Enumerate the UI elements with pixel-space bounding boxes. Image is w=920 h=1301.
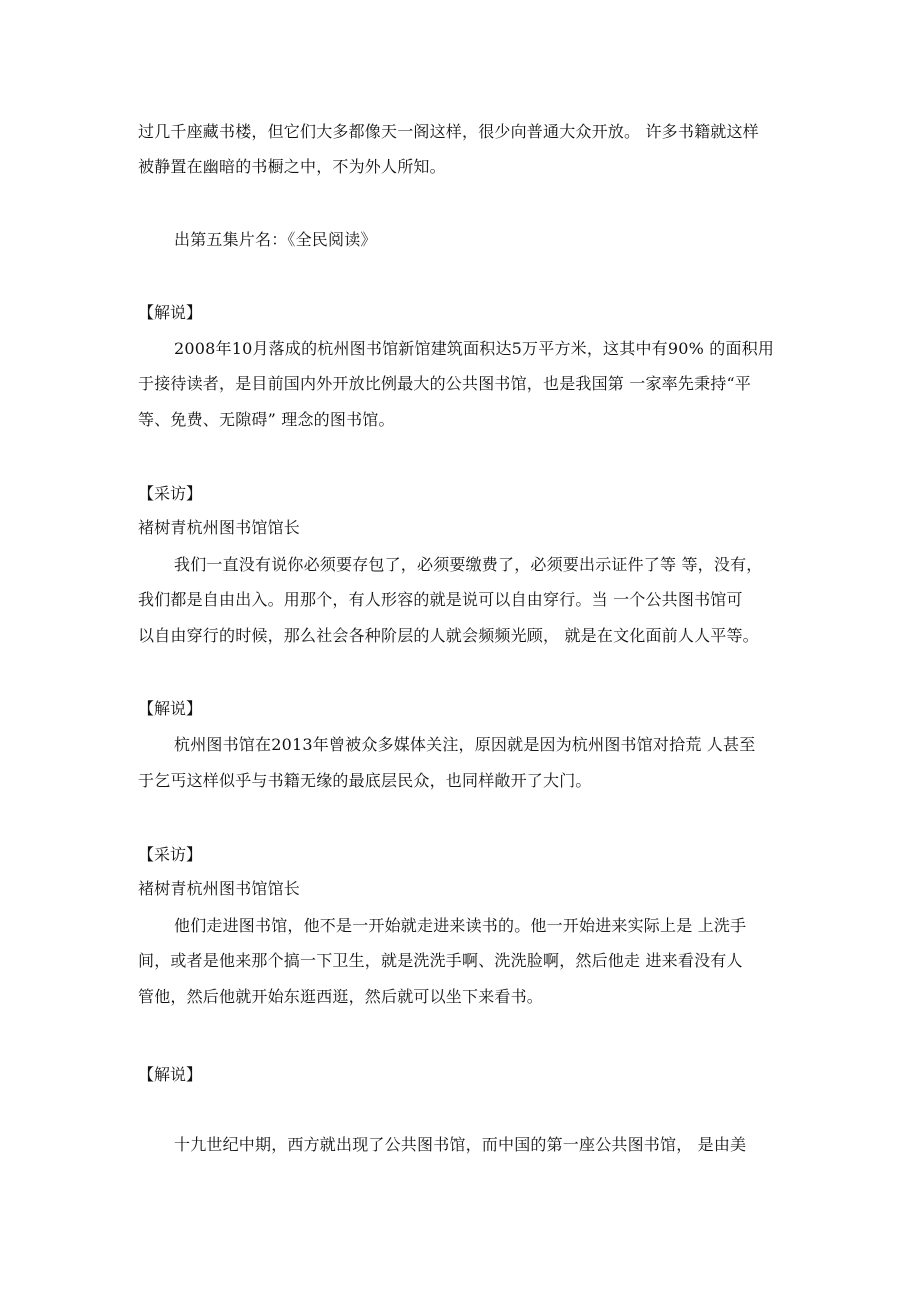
- section-label: 【采访】: [138, 845, 203, 864]
- speaker-name: 褚树青杭州图书馆馆长: [138, 518, 301, 537]
- paragraph-line: 过几千座藏书楼，但它们大多都像天一阁这样，很少向普通大众开放。 许多书籍就这样: [138, 122, 759, 141]
- section-label: 【解说】: [138, 699, 203, 718]
- paragraph-line: 间，或者是他来那个搞一下卫生，就是洗洗手啊、洗洗脸啊，然后他走 进来看没有人: [138, 951, 743, 970]
- paragraph-line: 他们走进图书馆，他不是一开始就走进来读书的。他一开始进来实际上是 上洗手: [174, 916, 747, 935]
- paragraph-line: 我们一直没有说你必须要存包了，必须要缴费了，必须要出示证件了等 等，没有，: [174, 555, 763, 574]
- speaker-name: 褚树青杭州图书馆馆长: [138, 879, 301, 898]
- paragraph-line: 被静置在幽暗的书橱之中，不为外人所知。: [138, 157, 446, 176]
- paragraph-line: 十九世纪中期，西方就出现了公共图书馆，而中国的第一座公共图书馆， 是由美: [174, 1135, 747, 1154]
- paragraph-line: 2008年10月落成的杭州图书馆新馆建筑面积达5万平方米，这其中有90% 的面积用: [174, 339, 775, 358]
- section-label: 【采访】: [138, 484, 203, 503]
- paragraph-line: 于接待读者，是目前国内外开放比例最大的公共图书馆，也是我国第 一家率先秉持“平: [138, 374, 752, 393]
- paragraph-line: 等、免费、无隙碍” 理念的图书馆。: [138, 410, 395, 429]
- section-label: 【解说】: [138, 303, 203, 322]
- paragraph-line: 杭州图书馆在2013年曾被众多媒体关注，原因就是因为杭州图书馆对拾荒 人甚至: [174, 735, 756, 754]
- section-label: 【解说】: [138, 1065, 203, 1084]
- episode-title-line: 出第五集片名：《全民阅读》: [174, 230, 377, 249]
- paragraph-line: 我们都是自由出入。用那个，有人形容的就是说可以自由穿行。当 一个公共图书馆可: [138, 590, 743, 609]
- paragraph-line: 管他，然后他就开始东逛西逛，然后就可以坐下来看书。: [138, 987, 544, 1006]
- paragraph-line: 于乞丐这样似乎与书籍无缘的最底层民众，也同样敞开了大门。: [138, 771, 592, 790]
- paragraph-line: 以自由穿行的时候，那么社会各种阶层的人就会频频光顾， 就是在文化面前人人平等。: [138, 626, 759, 645]
